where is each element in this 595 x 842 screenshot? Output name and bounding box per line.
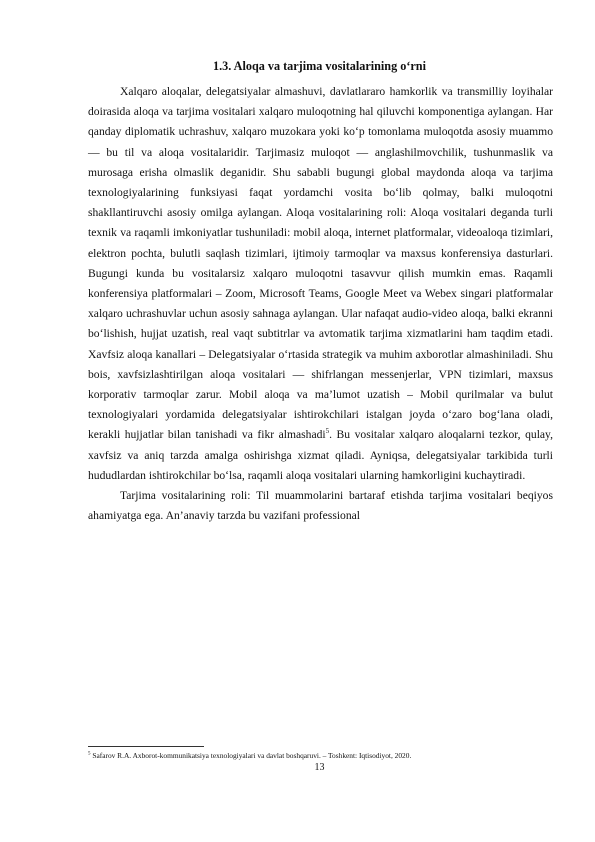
page-number: 13: [314, 762, 325, 773]
paragraph-text-part-2: . Bu vositalar xalqaro aloqalarni tezkor, qulay, xavfsiz va aniq tarzda amalga oshirishga xizmat qiladi. Ayniqsa, delegatsiyalar tarkibida turli hududlardan ishtirokchilar bo‘lsa, raqamli aloqa vositalari ularning hamkorligini kuchaytiradi.: [88, 428, 553, 482]
paragraph-translation-tools: Tarjima vositalarining roli: Til muammolarini bartaraf etishda tarjima vositalari beqiyos ahamiyatga ega. An’anaviy tarzda bu vazifani professional: [88, 489, 553, 523]
paragraph-communication-tools: [88, 82, 553, 486]
footnote: [88, 751, 553, 761]
paragraph-text-part-1: Xalqaro aloqalar, delegatsiyalar almashuvi, davlatlararo hamkorlik va transmilliy loyihalar doirasida aloqa va tarjima vositalari xalqaro muloqotning hal qiluvchi komponentiga aylangan. Har qanday diplomatik uchrashuv, xalqaro muzokara yoki ko‘p tomonlama muloqotda asosiy muammo — bu til va aloqa vositalaridir. Tarjimasiz muloqot — anglashilmovchilik, tushunmaslik va murosaga erisha olmaslik deganidir. Shu sababli bugungi global maydonda aloqa va tarjima texnologiyalarining funksiyasi faqat yordamchi vosita bo‘lib qolmay, balki muloqotni shakllantiruvchi asosiy omilga aylangan. Aloqa vositalarining roli: Aloqa vositalari deganda turli texnik va raqamli imkoniyatlar tushuniladi: mobil aloqa, internet platformalar, videoaloqa tizimlari, elektron pochta, bulutli saqlash tizimlari, ijtimoiy tarmoqlar va maxsus konferensiya dasturlari. Bugungi kunda bu vositalarsiz xalqaro muloqotni tasavvur qilish mumkin emas. Raqamli konferensiya platformalari – Zoom, Microsoft Teams, Google Meet va Webex singari platformalar xalqaro uchrashuvlar uchun asosiy sahnaga aylangan. Ular nafaqat audio-video aloqa, balki ekranni bo‘lishish, hujjat uzatish, real vaqt subtitrlar va avtomatik tarjima xizmatlarini ham taqdim etadi. Xavfsiz aloqa kanallari – Delegatsiyalar o‘rtasida strategik va muhim axborotlar almashiniladi. Shu bois, xavfsizlashtirilgan aloqa vositalari — shifrlangan messenjerlar, VPN tizimlari, maxsus korporativ tarmoqlar zarur. Mobil aloqa va ma’lumot uzatish – Mobil qurilmalar va bulut texnologiyalari yordamida delegatsiyalar ishtirokchilari istalgan joyda o‘zaro bog‘lana oladi, kerakli hujjatlar bilan tanishadi va fikr almashadi: [88, 85, 553, 442]
footnote-text: Safarov R.A. Axborot-kommunikatsiya texnologiyalari va davlat boshqaruvi. – Toshkent: Iqtisodiyot, 2020.: [90, 751, 412, 760]
body-text: [88, 82, 553, 526]
footnote-reference[interactable]: 5: [325, 427, 330, 436]
section-heading: 1.3. Aloqa va tarjima vositalarining o‘rni: [213, 59, 426, 73]
footnote-number: 5: [88, 751, 91, 757]
footnote-separator: [88, 746, 204, 747]
